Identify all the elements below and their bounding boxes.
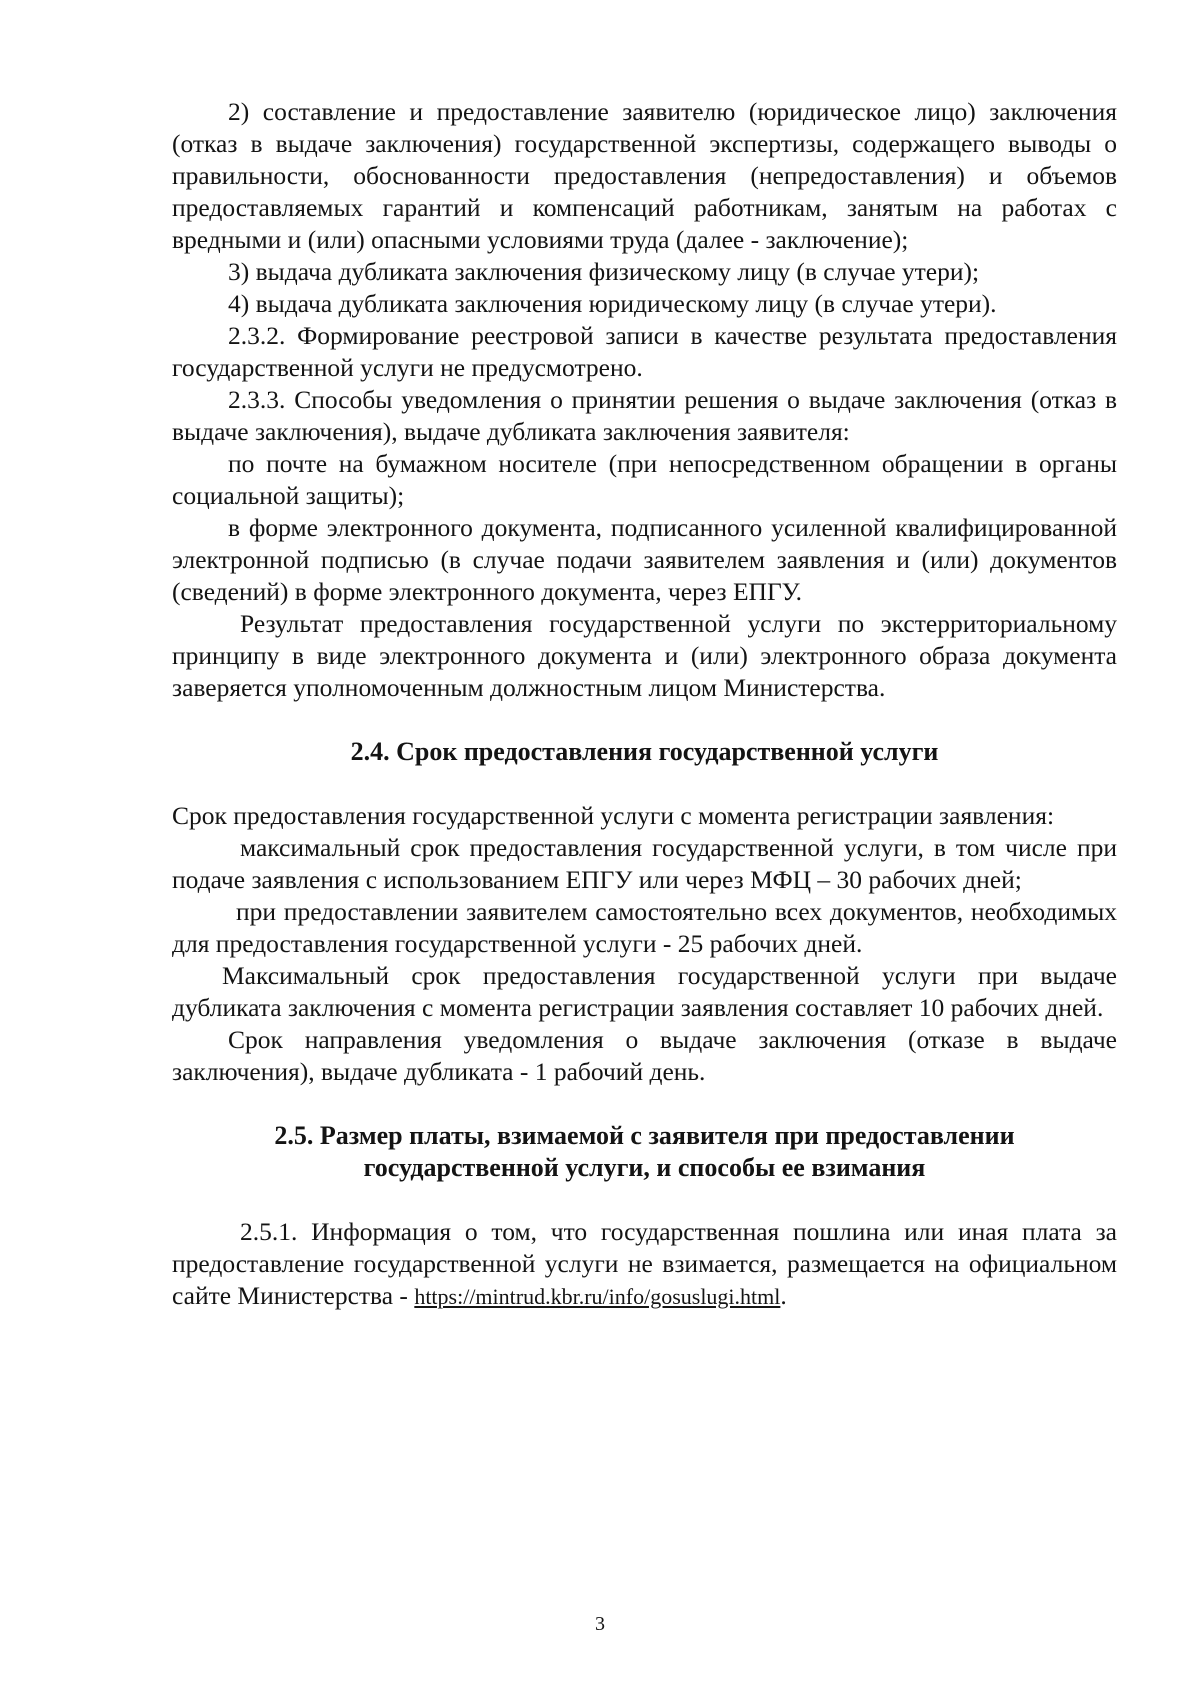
paragraph-electronic: в форме электронного документа, подписанного усиленной квалифицированной электронной подписью (в случае подачи заявителем заявления и (или) документов (сведений) в форме электронного документа, через ЕПГУ. [172, 513, 1117, 606]
section-2-4-heading: 2.4. Срок предоставления государственной услуги [350, 737, 939, 766]
section-2-4-notification-term: Срок направления уведомления о выдаче заключения (отказе в выдаче заключения), выдаче дубликата - 1 рабочий день. [172, 1025, 1117, 1086]
paragraph-item-4: 4) выдача дубликата заключения юридическому лицу (в случае утери). [228, 289, 997, 318]
document-page [172, 96, 1117, 1313]
paragraph-item-3: 3) выдача дубликата заключения физическому лицу (в случае утери); [228, 257, 980, 286]
section-2-5-1-end: . [780, 1281, 787, 1310]
page-number: 3 [595, 1613, 605, 1635]
section-2-5-1-paragraph [172, 1216, 1117, 1313]
ministry-website-link[interactable]: https://mintrud.kbr.ru/info/gosuslugi.html [414, 1284, 781, 1309]
paragraph-result: Результат предоставления государственной услуги по экстерриториальному принципу в виде электронного документа и (или) электронного образа документа заверяется уполномоченным должностным лицом Министерства. [172, 609, 1117, 702]
section-2-5-heading: 2.5. Размер платы, взимаемой с заявителя при предоставлении государственной услуги, и способы ее взимания [274, 1121, 1015, 1182]
section-2-4-self-submission: при предоставлении заявителем самостоятельно всех документов, необходимых для предоставления государственной услуги - 25 рабочих дней. [172, 897, 1117, 958]
section-2-4-duplicate-term: Максимальный срок предоставления государственной услуги при выдаче дубликата заключения с момента регистрации заявления составляет 10 рабочих дней. [172, 961, 1117, 1022]
paragraph-by-mail: по почте на бумажном носителе (при непосредственном обращении в органы социальной защиты); [172, 449, 1117, 510]
paragraph-item-2: 2) составление и предоставление заявителю (юридическое лицо) заключения (отказ в выдаче заключения) государственной экспертизы, содержащего выводы о правильности, обоснованности предоставления (непредоставления) и объемов предоставляемых гарантий и компенсаций работникам, занятым на работах с вредными и (или) опасными условиями труда (далее - заключение); [172, 97, 1117, 254]
section-2-4-max-term: максимальный срок предоставления государственной услуги, в том числе при подаче заявления с использованием ЕПГУ или через МФЦ – 30 рабочих дней; [172, 833, 1117, 894]
paragraph-2-3-3: 2.3.3. Способы уведомления о принятии решения о выдаче заключения (отказ в выдаче заключения), выдаче дубликата заключения заявителя: [172, 385, 1117, 446]
paragraph-2-3-2: 2.3.2. Формирование реестровой записи в качестве результата предоставления государственной услуги не предусмотрено. [172, 321, 1117, 382]
section-2-4-intro: Срок предоставления государственной услуги с момента регистрации заявления: [172, 801, 1055, 830]
section-2-5-1-text: 2.5.1. Информация о том, что государственная пошлина или иная плата за предоставление государственной услуги не взимается, размещается на официальном сайте Министерства - [172, 1217, 1117, 1310]
